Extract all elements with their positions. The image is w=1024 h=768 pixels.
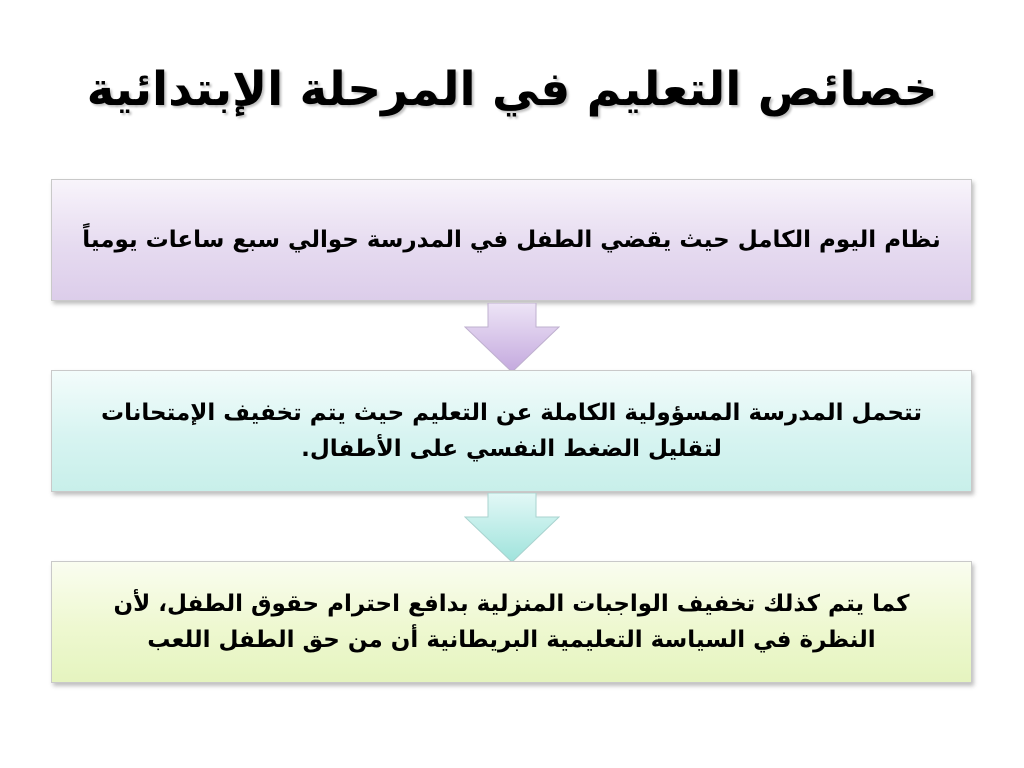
flow-step-3 [51, 561, 972, 683]
down-arrow-icon [464, 303, 560, 373]
flow-step-2-text: تتحمل المدرسة المسؤولية الكاملة عن التعليم حيث يتم تخفيف الإمتحانات لتقليل الضغط النفسي على الأطفال. [100, 400, 923, 462]
flow-step-1-text: نظام اليوم الكامل حيث يقضي الطفل في المدرسة حوالي سبع ساعات يومياً [82, 227, 941, 253]
flow-step-2 [51, 370, 972, 492]
down-arrow-icon [464, 493, 560, 563]
flow-step-3-text: كما يتم كذلك تخفيف الواجبات المنزلية بدافع احترام حقوق الطفل، لأن النظرة في السياسة التعليمية البريطانية أن من حق الطفل اللعب [113, 591, 910, 653]
slide-title: خصائص التعليم في المرحلة الإبتدائية [86, 62, 938, 117]
flow-step-1 [51, 179, 972, 301]
